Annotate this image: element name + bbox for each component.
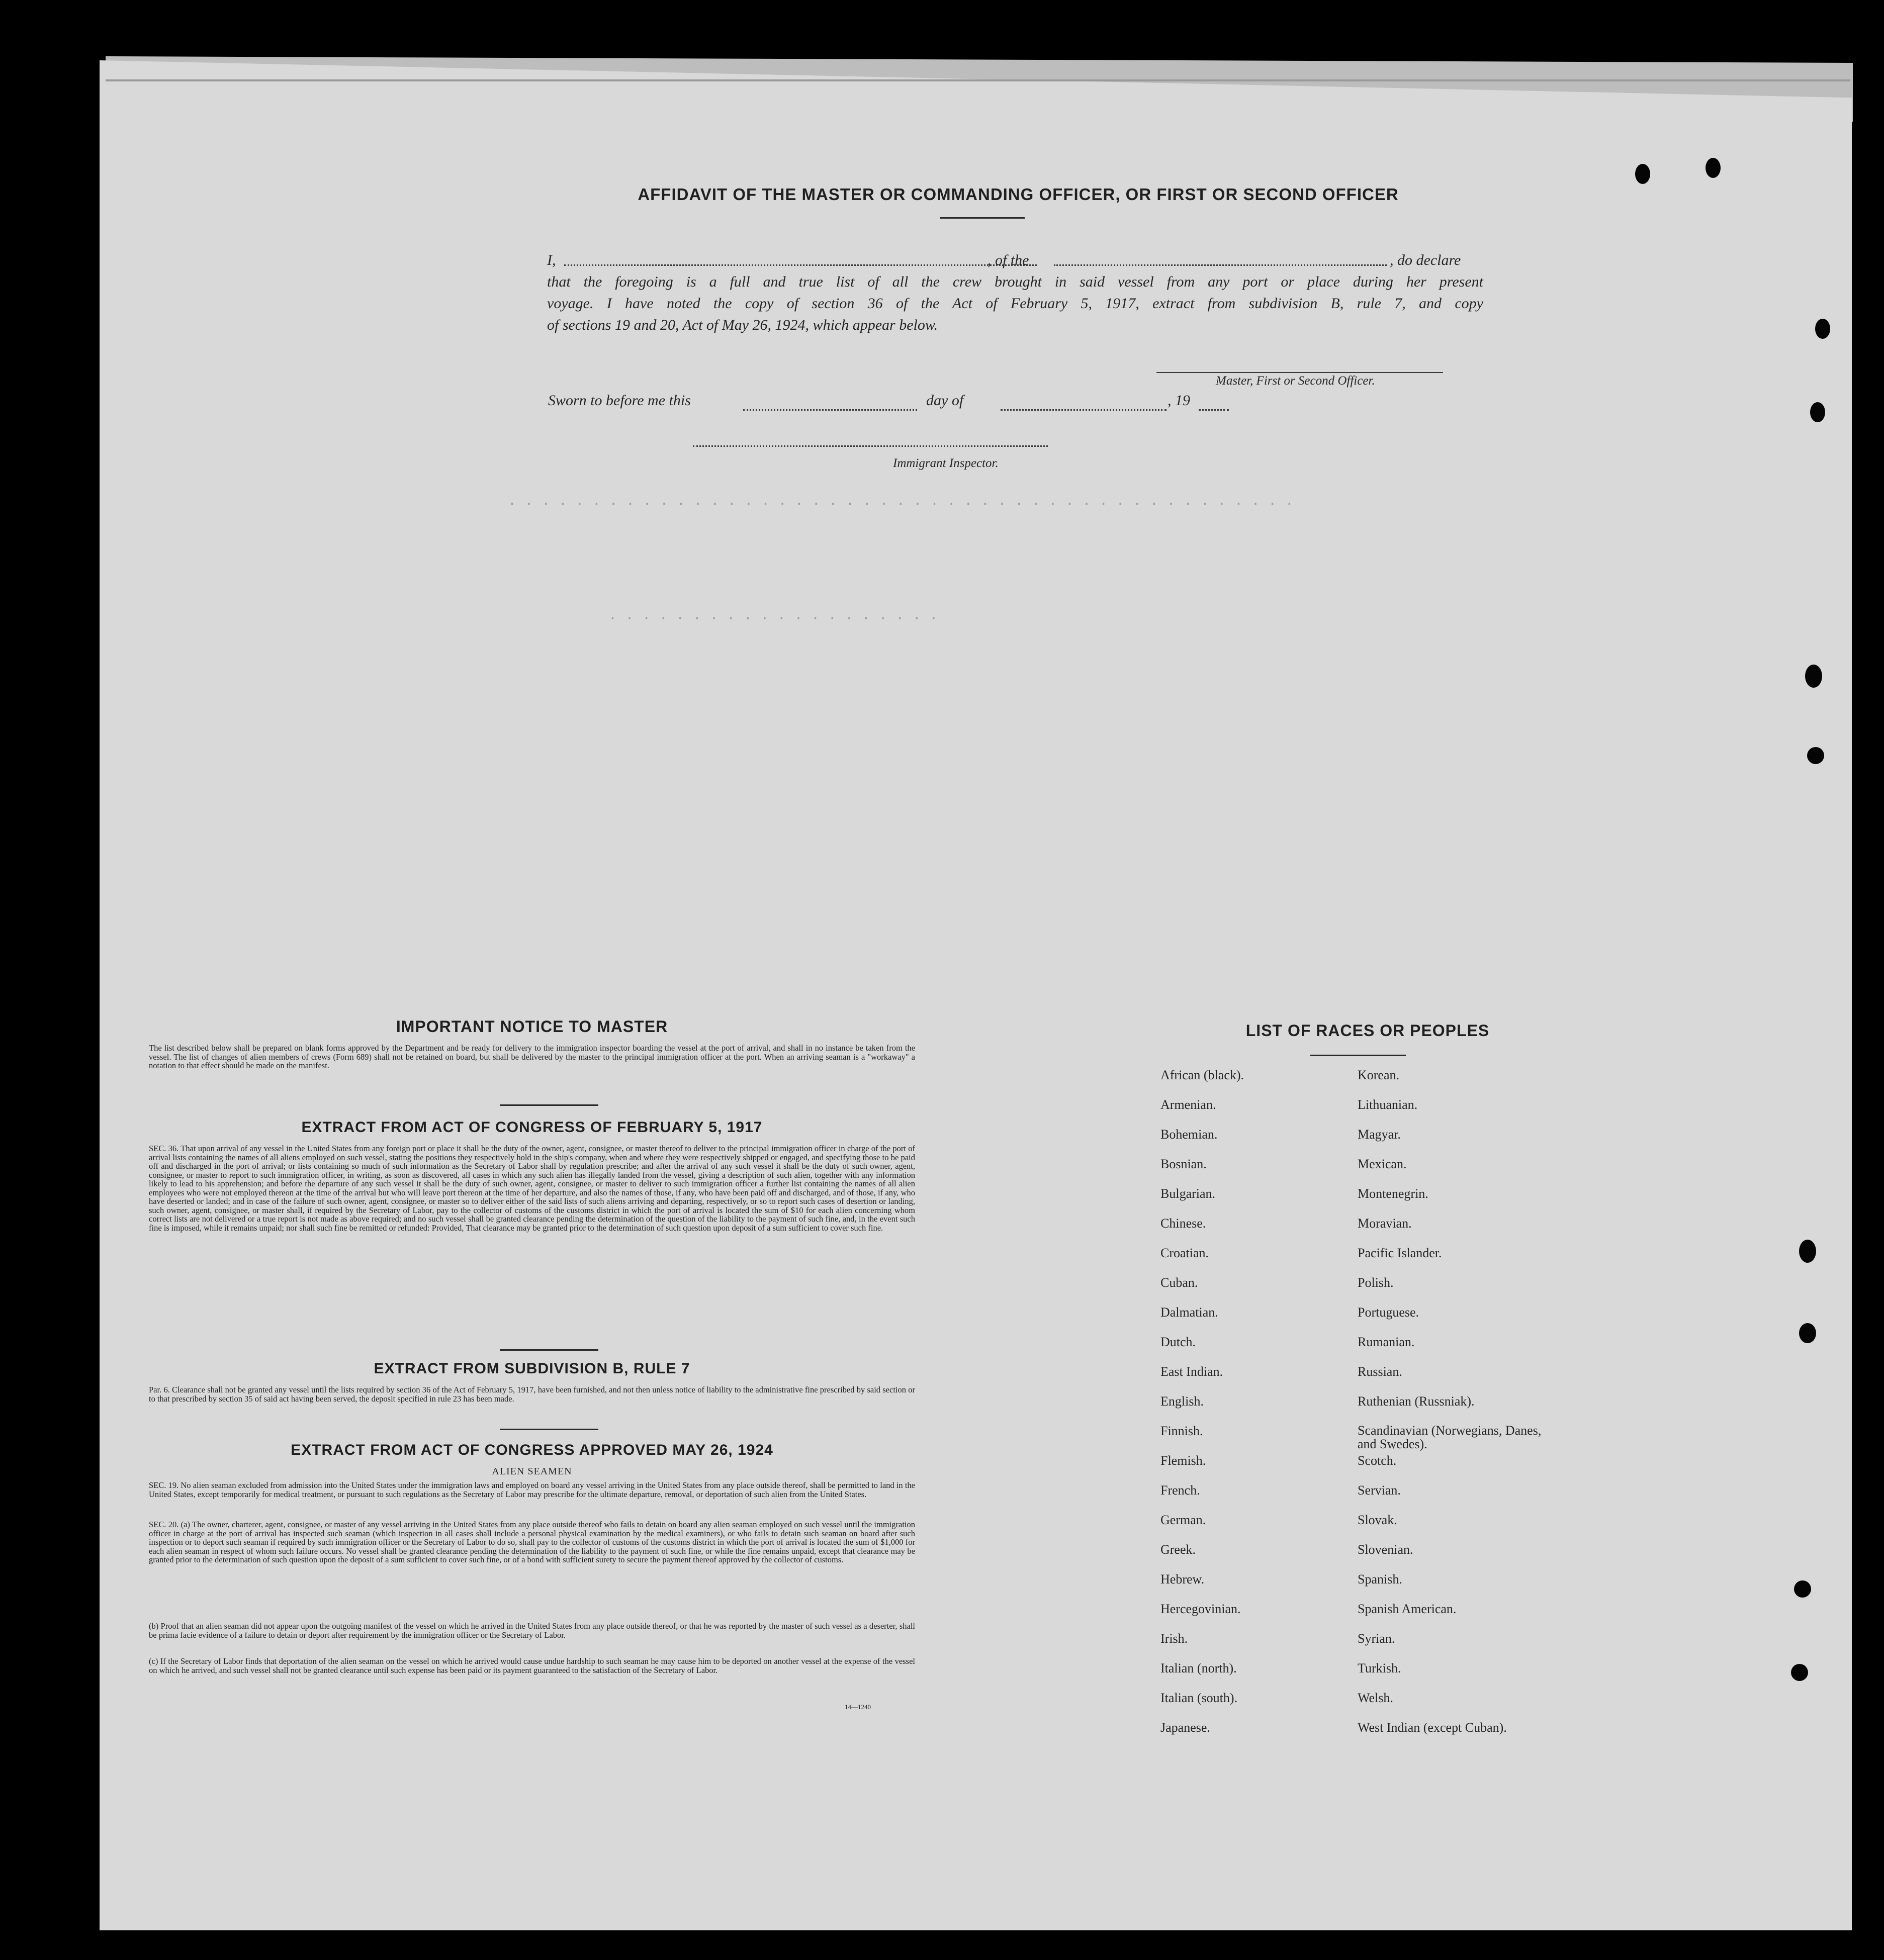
race-item: Scotch. <box>1358 1453 1397 1468</box>
race-item: West Indian (except Cuban). <box>1358 1720 1507 1735</box>
race-item: Spanish American. <box>1358 1602 1457 1616</box>
race-item: Magyar. <box>1358 1127 1401 1142</box>
affidavit-line-1 <box>547 249 1483 271</box>
binding-hole <box>1807 747 1824 764</box>
affidavit-title: AFFIDAVIT OF THE MASTER OR COMMANDING OFFICER, OR FIRST OR SECOND OFFICER <box>638 185 1399 204</box>
race-item: Italian (north). <box>1160 1661 1237 1675</box>
section-rule <box>500 1429 598 1430</box>
master-caption: Master, First or Second Officer. <box>1216 374 1375 388</box>
section-rule <box>500 1104 598 1106</box>
binding-hole <box>1810 402 1825 422</box>
bleed-through-mark: . . . . . . . . . . . . . . . . . . . . <box>608 608 938 624</box>
race-item: Lithuanian. <box>1358 1097 1418 1112</box>
sworn-label: Sworn to before me this <box>548 392 691 409</box>
affidavit-declaration <box>547 249 1483 336</box>
race-item: Italian (south). <box>1160 1691 1238 1705</box>
race-item: Syrian. <box>1358 1631 1395 1646</box>
races-title-rule <box>1310 1055 1406 1056</box>
affidavit-line-2: that the foregoing is a full and true list of all the crew brought in said vessel from any port or place during her present <box>547 273 1483 290</box>
race-item: Welsh. <box>1358 1691 1393 1705</box>
binding-hole <box>1799 1240 1816 1263</box>
races-title: LIST OF RACES OR PEOPLES <box>1245 1021 1490 1040</box>
race-item: Turkish. <box>1358 1661 1401 1675</box>
race-item: Spanish. <box>1358 1572 1402 1586</box>
section-rule <box>500 1349 598 1351</box>
race-item: Pacific Islander. <box>1358 1246 1442 1260</box>
race-item: Hebrew. <box>1160 1572 1205 1586</box>
race-item: Dalmatian. <box>1160 1305 1218 1320</box>
i-label: I, <box>547 252 556 268</box>
extract-1924-title: EXTRACT FROM ACT OF CONGRESS APPROVED MAY 26, 1924 <box>291 1442 773 1458</box>
binding-hole <box>1791 1664 1808 1681</box>
race-item: Finnish. <box>1160 1424 1203 1438</box>
officer-name-field[interactable] <box>564 264 1037 266</box>
race-item: Slovenian. <box>1358 1542 1413 1557</box>
notice-text: The list described below shall be prepared on blank forms approved by the Department and be ready for delivery to the immigration inspector boarding the vessel at the port of arrival, and shall in no instance be taken from the vessel. The list of changes of alien members of crews (Form 689) shall not be retained on board, but shall be delivered by the master to the principal immigration officer at the port. When an arriving seaman is a "workaway" a notation to that effect should be made on the manifest. <box>149 1043 915 1070</box>
title-rule <box>940 217 1025 219</box>
race-item: Mexican. <box>1358 1157 1407 1171</box>
affidavit-line-4: of sections 19 and 20, Act of May 26, 1924, which appear below. <box>547 317 938 333</box>
race-item: French. <box>1160 1483 1200 1498</box>
race-item: Portuguese. <box>1358 1305 1419 1320</box>
binding-hole <box>1815 319 1830 339</box>
notice-title: IMPORTANT NOTICE TO MASTER <box>396 1017 668 1036</box>
race-item: Rumanian. <box>1358 1335 1415 1349</box>
race-item: Korean. <box>1358 1068 1400 1082</box>
race-item: Slovak. <box>1358 1513 1397 1527</box>
bleed-through-mark: . . . . . . . . . . . . . . . . . . . . . . . . . . . . . . . . . . . . . . . . . . . . . . . <box>508 494 1294 509</box>
race-item: Chinese. <box>1160 1216 1206 1231</box>
binding-hole <box>1799 1323 1816 1343</box>
race-item: Flemish. <box>1160 1453 1206 1468</box>
sec20b-text: (b) Proof that an alien seaman did not appear upon the outgoing manifest of the vessel on which he arrived in the United States from any place outside thereof, or that he was reported by the master of such vessel as a deserter, shall be prima facie evidence of a failure to detain or deport after requirement by the immigration officer or the Secretary of Labor. <box>149 1621 915 1640</box>
vessel-name-field[interactable] <box>1054 264 1387 266</box>
race-item: Montenegrin. <box>1358 1186 1428 1201</box>
race-item: Greek. <box>1160 1542 1196 1557</box>
race-item: Armenian. <box>1160 1097 1216 1112</box>
sec20a-text: SEC. 20. (a) The owner, charterer, agent, consignee, or master of any vessel arriving in the United States from any place outside thereof who fails to detain on board any alien seaman employed on such vessel until the immigration officer in charge at the port of arrival has inspected such seaman (which inspection in all cases shall include a personal physical examination by the medical examiners), or who fails to detain such seaman on board after such inspection or to deport such seaman if required by such immigration officer or the Secretary of Labor to do so, shall pay to the collector of customs of the customs district in which the port of arrival is located the sum of $1,000 for each alien seaman in respect of whom such failure occurs. No vessel shall be granted clearance pending the determination of the liability to the payment of such fine, or while the fine remains unpaid, except that clearance may be granted prior to the determination of such question upon the deposit of a sum sufficient to cover such fine, or of a bond with sufficient surety to secure the payment thereof approved by the collector of customs. <box>149 1520 915 1564</box>
extract-rule7-title: EXTRACT FROM SUBDIVISION B, RULE 7 <box>374 1360 690 1377</box>
sworn-year-field[interactable] <box>1199 409 1229 411</box>
race-item: Cuban. <box>1160 1275 1198 1290</box>
binding-hole <box>1706 158 1721 178</box>
binding-hole <box>1794 1580 1811 1598</box>
binding-hole <box>1805 665 1822 688</box>
sec20c-text: (c) If the Secretary of Labor finds that deportation of the alien seaman on the vessel on which he arrived would cause undue hardship to such seaman he may cause him to be deported on another vessel at the expense of the vessel on which he arrived, and such vessel shall not be granted clearance until such expense has been paid or its payment guaranteed to the satisfaction of the Secretary of Labor. <box>149 1656 915 1675</box>
race-item: German. <box>1160 1513 1206 1527</box>
form-number: 14—1240 <box>845 1703 871 1711</box>
race-item: Bulgarian. <box>1160 1186 1216 1201</box>
extract-rule7-text: Par. 6. Clearance shall not be granted any vessel until the lists required by section 36 of the Act of February 5, 1917, have been furnished, and not then unless notice of liability to the administrative fine prescribed by said section or to that prescribed by section 35 of said act having been served, the deposit specified in rule 23 has been made. <box>149 1385 915 1404</box>
sworn-day-field[interactable] <box>743 409 917 411</box>
of-the-label: , of the <box>988 252 1029 268</box>
sworn-month-field[interactable] <box>1001 409 1167 411</box>
inspector-signature-line[interactable] <box>693 445 1048 447</box>
race-item: Japanese. <box>1160 1720 1210 1735</box>
race-item: Scandinavian (Norwegians, Danes, and Swedes). <box>1358 1423 1542 1451</box>
race-item: Bohemian. <box>1160 1127 1218 1142</box>
race-item: Croatian. <box>1160 1246 1209 1260</box>
day-of-label: day of <box>926 392 964 409</box>
master-signature-line[interactable] <box>1156 372 1443 373</box>
affidavit-line-3: voyage. I have noted the copy of section 36 of the Act of February 5, 1917, extract from subdivision B, rule 7, and copy <box>547 295 1483 312</box>
races-right-column <box>1358 1068 1559 1750</box>
race-item: English. <box>1160 1394 1204 1409</box>
race-item: African (black). <box>1160 1068 1244 1082</box>
extract-1917-title: EXTRACT FROM ACT OF CONGRESS OF FEBRUARY 5, 1917 <box>301 1119 763 1136</box>
alien-seamen-subtitle: ALIEN SEAMEN <box>492 1466 572 1477</box>
races-left-column <box>1160 1068 1352 1750</box>
extract-1917-text: SEC. 36. That upon arrival of any vessel in the United States from any foreign port or place it shall be the duty of the owner, agent, consignee, or master thereof to deliver to the principal immigration officer in charge of the port of arrival lists containing the names of all aliens employed on such vessel, stating the positions they respectively hold in the ship's company, when and where they were respectively shipped or engaged, and specifying those to be paid off and discharged in the port of arrival; or lists containing so much of such information as the Secretary of Labor shall by regulation prescribe; and after the arrival of any such vessel it shall be the duty of such owner, agent, consignee, or master to report to such immigration officer, in writing, as soon as discovered, all cases in which any such alien has illegally landed from the vessel, giving a description of such alien, together with any information likely to lead to his apprehension; and before the departure of any such vessel it shall be the duty of such owner, agent, consignee, or master to deliver to such immigration officer a further list containing the names of all alien employees who were not employed thereon at the time of the arrival but who will leave port thereon at the time of her departure, and also the names of those, if any, who have been paid off and discharged, and of those, if any, who have deserted or landed; and in case of the failure of such owner, agent, consignee, or master so to deliver either of the said lists of such aliens arriving and departing, respectively, or so to report such cases of desertion or landing, such owner, agent, consignee, or master shall, if required by the Secretary of Labor, pay to the collector of customs of the customs district in which the port of arrival is located the sum of $10 for each alien concerning whom correct lists are not delivered or a true report is not made as above required; and no such vessel shall be granted clearance pending the determination of the question of the liability to the payment of such fine, and, in the event such fine is imposed, while it remains unpaid; nor shall such fine be remitted or refunded: Provided, That clearance may be granted prior to the determination of such question upon deposit of a sum sufficient to cover such fine. <box>149 1144 915 1233</box>
race-item: Polish. <box>1358 1275 1394 1290</box>
sec19-text: SEC. 19. No alien seaman excluded from admission into the United States under the immigration laws and employed on board any vessel arriving in the United States from any place outside thereof, shall be permitted to land in the United States, except temporarily for medical treatment, or pursuant to such regulations as the Secretary of Labor may prescribe for the ultimate departure, removal, or deportation of such alien from the United States. <box>149 1480 915 1499</box>
race-item: Irish. <box>1160 1631 1188 1646</box>
race-item: Servian. <box>1358 1483 1401 1498</box>
declare-label: , do declare <box>1390 252 1461 268</box>
page-fold-line <box>106 79 1850 81</box>
year-label: , 19 <box>1168 392 1190 409</box>
race-item: Russian. <box>1358 1364 1402 1379</box>
race-item: East Indian. <box>1160 1364 1223 1379</box>
document-page <box>100 60 1852 1930</box>
inspector-caption: Immigrant Inspector. <box>893 456 999 470</box>
race-item: Dutch. <box>1160 1335 1196 1349</box>
race-item: Ruthenian (Russniak). <box>1358 1394 1475 1409</box>
race-item: Hercegovinian. <box>1160 1602 1241 1616</box>
race-item: Bosnian. <box>1160 1157 1207 1171</box>
binding-hole <box>1635 164 1650 184</box>
race-item: Moravian. <box>1358 1216 1412 1231</box>
